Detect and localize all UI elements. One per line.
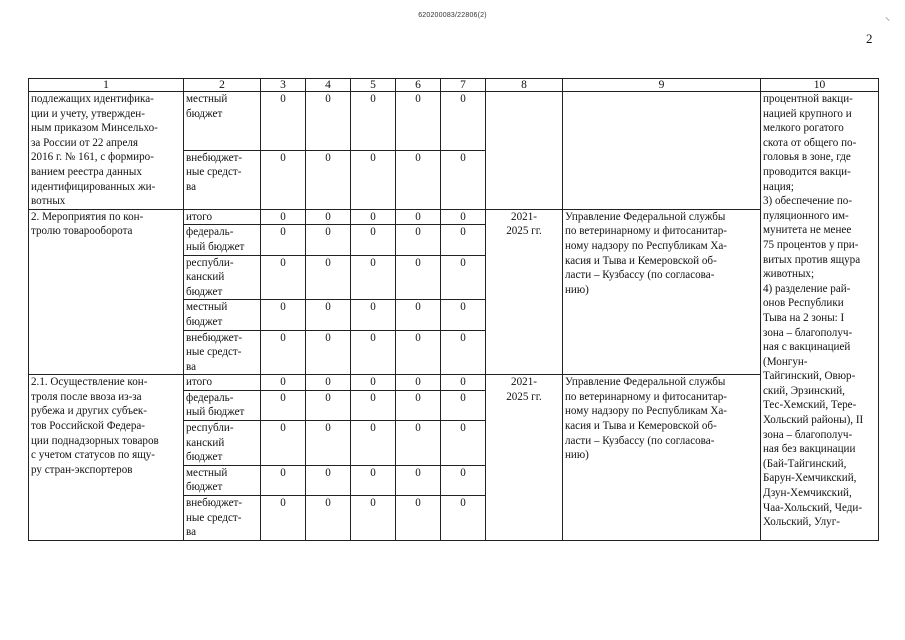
value-cell: 0 <box>351 421 396 466</box>
value-cell: 0 <box>261 92 306 151</box>
corner-mark: ⸜ <box>885 12 890 23</box>
value-cell: 0 <box>351 330 396 375</box>
value-cell: 0 <box>261 375 306 391</box>
value-cell: 0 <box>441 496 486 541</box>
value-cell: 0 <box>306 375 351 391</box>
value-cell: 0 <box>441 209 486 225</box>
value-cell: 0 <box>306 92 351 151</box>
header-cell: 7 <box>441 79 486 92</box>
header-cell: 6 <box>396 79 441 92</box>
value-cell: 0 <box>396 150 441 209</box>
value-cell: 0 <box>261 255 306 300</box>
expected-results-cell: процентной вакци- нацией крупного и мелкого рогатого скота от общего по- головья в зоне, где проводится вакци- нация; 3) обеспечение по- пуляционного им- мунитета не менее 75 процентов у при- витых против ящура животных; 4) разделение рай- онов Республики Тыва на 2 зоны: I зона – благополуч- ная с вакцинацией (Монгун- Тайгинский, Овюр- ский, Эрзинский, Тес-Хемский, Тере- Хольский районы), II зона – благополуч- ная без вакцинации (Бай-Тайгинский, Барун-Хемчикский, Дзун-Хемчикский, Чаа-Хольский, Чеди- Хольский, Улуг- <box>761 92 879 541</box>
funding-source-cell: внебюджет- ные средст- ва <box>184 330 261 375</box>
value-cell: 0 <box>261 390 306 420</box>
table-row <box>29 209 879 225</box>
header-cell: 5 <box>351 79 396 92</box>
header-cell: 3 <box>261 79 306 92</box>
funding-source-cell: республи- канский бюджет <box>184 421 261 466</box>
value-cell: 0 <box>351 375 396 391</box>
value-cell: 0 <box>441 92 486 151</box>
value-cell: 0 <box>261 330 306 375</box>
value-cell: 0 <box>441 421 486 466</box>
funding-source-cell: федераль- ный бюджет <box>184 225 261 255</box>
value-cell: 0 <box>306 421 351 466</box>
value-cell: 0 <box>351 150 396 209</box>
value-cell: 0 <box>441 375 486 391</box>
period-cell <box>486 92 563 210</box>
program-table <box>28 78 879 541</box>
value-cell: 0 <box>441 255 486 300</box>
value-cell: 0 <box>396 375 441 391</box>
value-cell: 0 <box>396 255 441 300</box>
value-cell: 0 <box>306 300 351 330</box>
value-cell: 0 <box>441 390 486 420</box>
executor-cell <box>563 92 761 210</box>
value-cell: 0 <box>261 421 306 466</box>
period-cell: 2021- 2025 гг. <box>486 209 563 375</box>
value-cell: 0 <box>306 150 351 209</box>
value-cell: 0 <box>351 92 396 151</box>
value-cell: 0 <box>261 150 306 209</box>
funding-source-cell: итого <box>184 209 261 225</box>
value-cell: 0 <box>306 465 351 495</box>
value-cell: 0 <box>396 330 441 375</box>
value-cell: 0 <box>351 496 396 541</box>
funding-source-cell: итого <box>184 375 261 391</box>
value-cell: 0 <box>306 330 351 375</box>
funding-source-cell: федераль- ный бюджет <box>184 390 261 420</box>
header-cell: 9 <box>563 79 761 92</box>
value-cell: 0 <box>261 209 306 225</box>
value-cell: 0 <box>261 496 306 541</box>
period-cell: 2021- 2025 гг. <box>486 375 563 541</box>
table-row <box>29 375 879 391</box>
value-cell: 0 <box>351 209 396 225</box>
value-cell: 0 <box>306 209 351 225</box>
value-cell: 0 <box>396 465 441 495</box>
funding-source-cell: республи- канский бюджет <box>184 255 261 300</box>
value-cell: 0 <box>441 225 486 255</box>
measure-name-cell: подлежащих идентифика- ции и учету, утвержден- ным приказом Минсельхо- за России от 22 апреля 2016 г. № 161, с формиро- ванием реестра данных идентифицированных жи- вотных <box>29 92 184 210</box>
header-cell: 10 <box>761 79 879 92</box>
header-cell: 2 <box>184 79 261 92</box>
page-number: 2 <box>866 31 873 46</box>
value-cell: 0 <box>396 225 441 255</box>
value-cell: 0 <box>396 390 441 420</box>
value-cell: 0 <box>351 255 396 300</box>
value-cell: 0 <box>261 300 306 330</box>
value-cell: 0 <box>351 390 396 420</box>
value-cell: 0 <box>396 300 441 330</box>
value-cell: 0 <box>441 150 486 209</box>
value-cell: 0 <box>306 225 351 255</box>
value-cell: 0 <box>351 465 396 495</box>
value-cell: 0 <box>441 330 486 375</box>
table-row <box>29 92 879 151</box>
value-cell: 0 <box>396 421 441 466</box>
funding-source-cell: внебюджет- ные средст- ва <box>184 150 261 209</box>
funding-source-cell: местный бюджет <box>184 300 261 330</box>
value-cell: 0 <box>261 225 306 255</box>
value-cell: 0 <box>396 209 441 225</box>
header-cell: 8 <box>486 79 563 92</box>
value-cell: 0 <box>351 300 396 330</box>
value-cell: 0 <box>306 255 351 300</box>
value-cell: 0 <box>396 496 441 541</box>
measure-name-cell: 2.1. Осуществление кон- троля после ввоза из-за рубежа и других субъек- тов Российской Федера- ции поднадзорных товаров с учетом статусов по ящу- ру стран-экспортеров <box>29 375 184 541</box>
document-id: 620200083/22806(2) <box>418 12 487 19</box>
value-cell: 0 <box>441 300 486 330</box>
value-cell: 0 <box>261 465 306 495</box>
value-cell: 0 <box>441 465 486 495</box>
header-cell: 1 <box>29 79 184 92</box>
executor-cell: Управление Федеральной службы по ветеринарному и фитосанитар- ному надзору по Республикам Ха- касия и Тыва и Кемеровской об- ласти – Кузбассу (по согласова- нию) <box>563 209 761 375</box>
value-cell: 0 <box>306 496 351 541</box>
value-cell: 0 <box>396 92 441 151</box>
header-cell: 4 <box>306 79 351 92</box>
executor-cell: Управление Федеральной службы по ветеринарному и фитосанитар- ному надзору по Республикам Ха- касия и Тыва и Кемеровской об- ласти – Кузбассу (по согласова- нию) <box>563 375 761 541</box>
funding-source-cell: внебюджет- ные средст- ва <box>184 496 261 541</box>
value-cell: 0 <box>351 225 396 255</box>
header-row <box>29 79 879 92</box>
measure-name-cell: 2. Мероприятия по кон- тролю товарооборота <box>29 209 184 375</box>
value-cell: 0 <box>306 390 351 420</box>
funding-source-cell: местный бюджет <box>184 465 261 495</box>
funding-source-cell: местный бюджет <box>184 92 261 151</box>
